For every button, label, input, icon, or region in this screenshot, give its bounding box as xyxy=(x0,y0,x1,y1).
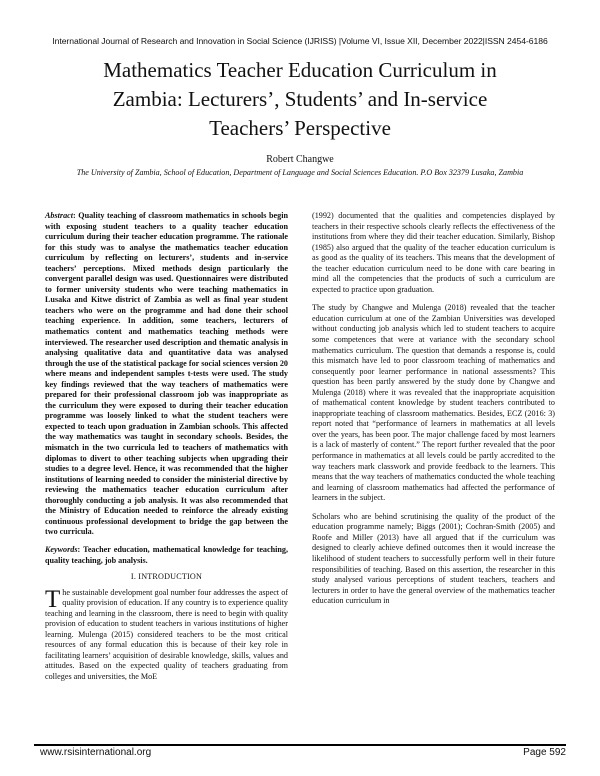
author-affiliation: The University of Zambia, School of Education, Department of Language and Social Sciences Education. P.O Box 32379 Lusaka, Zambia xyxy=(76,168,524,177)
section-heading: I. INTRODUCTION xyxy=(130,572,203,582)
keywords-label: Keywords xyxy=(45,544,78,554)
title-line: Zambia: Lecturers’, Students’ and In-service xyxy=(112,87,488,111)
page-number: Page 592 xyxy=(523,747,566,758)
footer-divider xyxy=(34,744,566,746)
body-paragraph: The study by Changwe and Mulenga (2018) revealed that the teacher education curriculum at one of the Zambian Universities was developed without conducting job analysis which led to student teachers to acquire some competences that were at variance with the secondary school mathematics curriculum. The question that demands a response is, could this mismatch have led to poor classroom teaching of mathematics and consequently poor learner performance in national assessments? This question has been partly answered by the study done by Changwe and Mulenga (2018) where it was revealed that the inappropriate acquisition of mathematical content knowledge by student teachers contributed to inappropriate teaching of classroom mathematics. Besides, ECZ (2016: 3) report noted that “performance of learners in mathematics at all levels over the years, has been poor. The major challenge faced by most learners is a lack of masterly of content.” The report further revealed that the poor performance in mathematics at all levels could be partly accredited to the way teachers mark classwork and provide feedback to the learners. This means that the way teachers of mathematics conducted the whole teaching and learning of classroom mathematics had affected the performance of learners in the subject. xyxy=(312,303,555,503)
keywords xyxy=(45,545,288,566)
footer-website: www.rsisinternational.org xyxy=(40,747,152,758)
abstract xyxy=(45,211,288,538)
journal-header: International Journal of Research and Innovation in Social Science (IJRISS) |Volume VI, Issue XII, December 2022|ISSN 2454-6186 xyxy=(52,36,548,46)
abstract-label: Abstract xyxy=(45,211,73,220)
title-line: Mathematics Teacher Education Curriculum in xyxy=(103,58,497,82)
keywords-text: : Teacher education, mathematical knowledge for teaching, quality teaching, job analysis. xyxy=(45,544,288,565)
intro-paragraph xyxy=(45,585,288,683)
left-column xyxy=(45,211,288,683)
abstract-text: : Quality teaching of classroom mathematics in schools begin with exposing student teachers to a quality teacher education curriculum during their teacher education programme. The rationale for this study was to analyse the mathematics teacher education curriculum by reflecting on lecturers’, students and in-service teachers’ perceptions. Mixed methods design particularly the convergent parallel design was used. Questionnaires were distributed to former university students who were teaching mathematics in Lusaka and Kitwe district of Zambia as well as final year student teachers who were on the programme and had done their school teaching experience. In addition, some teachers, lecturers of mathematics content and mathematics teaching methods were interviewed. The researcher used description and thematic analysis in analysing qualitative data and quantitative data was analysed through the use of the statistical package for social sciences version 20 where means and independent samples t-tests were used. The study key findings reviewed that the way teachers of mathematics were prepared for their professional classroom job was inappropriate as the curriculum they were exposed to during their teacher education programme was loosely linked to what the student teachers were expected to teach upon graduation in Zambian schools. This affected the way mathematics was taught in secondary schools. Besides, the mismatch in the two curricula led to teachers of mathematics with diplomas to divert to other teaching subjects when upgrading their studies to a degree level. Hence, it was recommended that the higher institutions of learning needed to consider the ministerial directive by reviewing the mathematics teacher education curriculum after thoroughly conducting a job analysis. It was also recommended that the Ministry of Education needed to reinforce the already existing continuous professional development to bridge the gap between the two curricula. xyxy=(45,211,288,537)
right-column xyxy=(312,211,555,615)
title-line: Teachers’ Perspective xyxy=(209,116,391,140)
body-paragraph: (1992) documented that the qualities and competencies displayed by teachers in their respective schools clearly reflects the effectiveness of the institutions from where they did their teacher education. Similarly, Bishop (1985) also argued that the quality of the teacher education curriculum is as good as the quality of its teachers. This means that the development of the teacher education curriculum need to be done with care bearing in mind all the competencies that the products of such a curriculum are expected to practice upon graduation. xyxy=(312,211,555,294)
intro-text: he sustainable development goal number four addresses the aspect of quality provision of education. If any country is to experience quality teaching and learning in the classroom, there is need to begin with quality provision of education to student teachers in various institutions of higher learning. Mulenga (2015) considered teachers to be the most critical resources of any formal education this is because of their key role in facilitating learners’ acquisition of desirable knowledge, skills, values and attitudes. Based on the expected quality of teachers graduating from colleges and universities, the MoE xyxy=(45,587,288,681)
body-paragraph: Scholars who are behind scrutinising the quality of the product of the education programme namely; Biggs (2001); Cochran-Smith (2005) and Roofe and Miller (2013) have all argued that if the curriculum was designed to clearly achieve defined outcomes then it would increase the likelihood of student teachers to successfully perform well in their future responsibilities of teaching. Based on this assertion, the researcher in this study analysed various perceptions of student teachers, teachers and lecturers in order to have the general overview of the mathematics teacher education curriculum in xyxy=(312,511,555,606)
paper-title xyxy=(40,56,560,143)
author-name: Robert Changwe xyxy=(266,154,334,165)
drop-cap: T xyxy=(45,585,61,613)
